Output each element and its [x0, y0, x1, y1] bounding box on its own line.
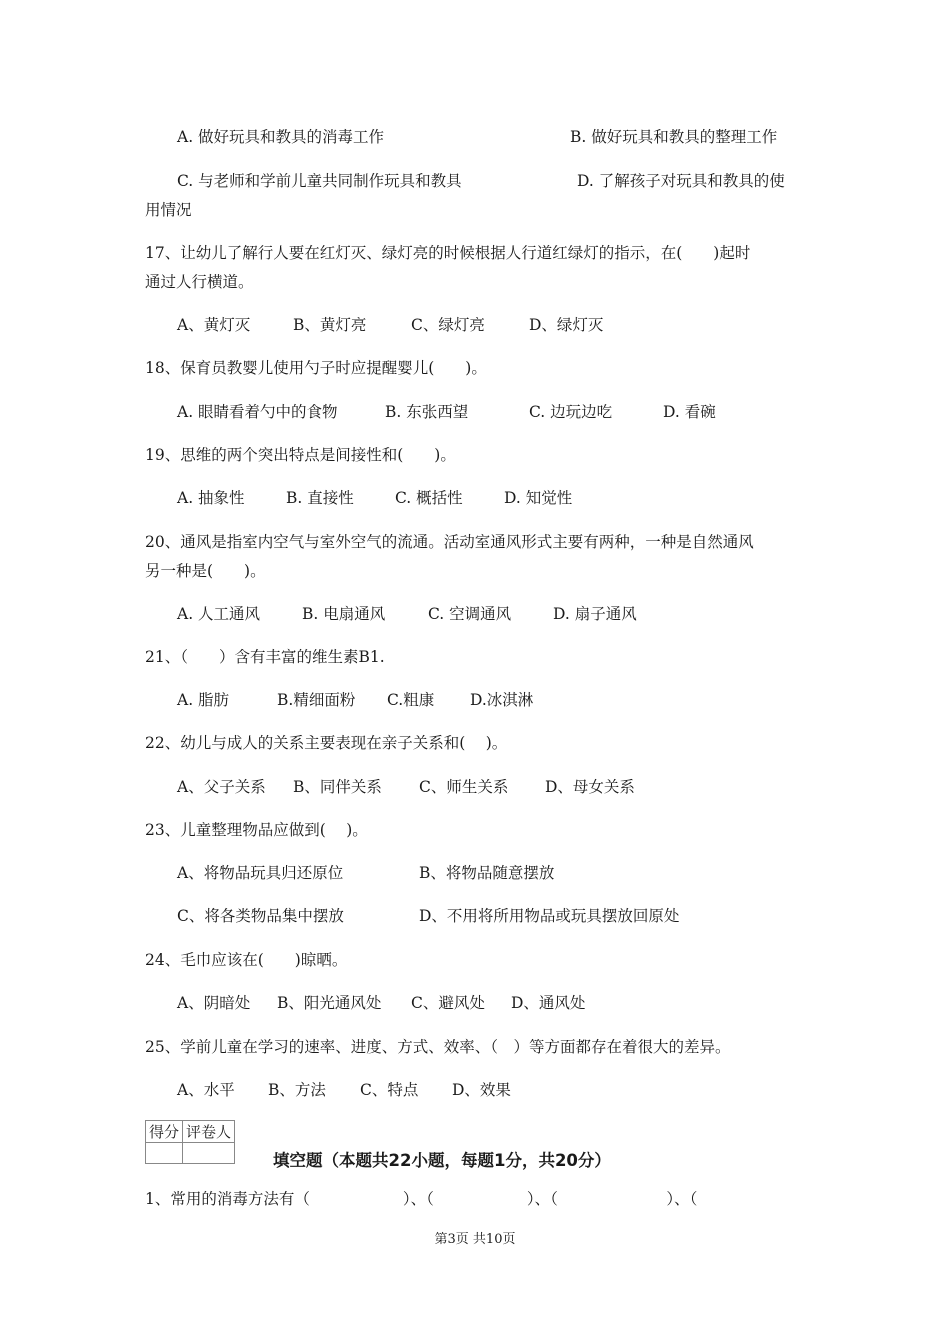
- q22-option-a: A、父子关系: [177, 778, 266, 796]
- question-24: 24、毛巾应该在( )晾晒。: [145, 951, 348, 969]
- q23-option-a: A、将物品玩具归还原位: [177, 864, 344, 882]
- question-21: 21、（ ）含有丰富的维生素B1.: [145, 648, 385, 666]
- q16-option-d-continued: 用情况: [145, 201, 192, 219]
- question-18: 18、保育员教婴儿使用勺子时应提醒婴儿( )。: [145, 359, 487, 377]
- q20-option-b: B. 电扇通风: [302, 605, 386, 623]
- question-23: 23、儿童整理物品应做到( )。: [145, 821, 368, 839]
- q23-option-d: D、不用将所用物品或玩具摆放回原处: [419, 907, 680, 925]
- q20-option-c: C. 空调通风: [428, 605, 512, 623]
- q16-option-a: A. 做好玩具和教具的消毒工作: [177, 128, 385, 146]
- q17-option-a: A、黄灯灭: [177, 316, 251, 334]
- q16-option-b: B. 做好玩具和教具的整理工作: [570, 128, 778, 146]
- q18-option-c: C. 边玩边吃: [529, 403, 613, 421]
- q20-option-a: A. 人工通风: [177, 605, 261, 623]
- q17-option-c: C、绿灯亮: [411, 316, 485, 334]
- q25-option-b: B、方法: [268, 1081, 326, 1099]
- question-17: 17、让幼儿了解行人要在红灯灭、绿灯亮的时候根据人行道红绿灯的指示，在( )起时: [145, 244, 751, 262]
- q16-option-c: C. 与老师和学前儿童共同制作玩具和教具: [177, 172, 462, 190]
- fill-question-1: 1、常用的消毒方法有（ ）、（ ）、（ ）、（: [145, 1190, 698, 1208]
- q22-option-d: D、母女关系: [545, 778, 635, 796]
- q24-option-b: B、阳光通风处: [277, 994, 382, 1012]
- q22-option-b: B、同伴关系: [293, 778, 382, 796]
- q20-option-d: D. 扇子通风: [553, 605, 637, 623]
- q24-option-a: A、阴暗处: [177, 994, 251, 1012]
- q24-option-c: C、避风处: [411, 994, 485, 1012]
- q18-option-d: D. 看碗: [663, 403, 716, 421]
- q16-option-d: D. 了解孩子对玩具和教具的使: [577, 172, 785, 190]
- q25-option-c: C、特点: [360, 1081, 419, 1099]
- score-label: 得分: [146, 1121, 183, 1143]
- q25-option-d: D、效果: [452, 1081, 511, 1099]
- q17-option-b: B、黄灯亮: [293, 316, 367, 334]
- score-box: [145, 1120, 235, 1164]
- q18-option-b: B. 东张西望: [385, 403, 469, 421]
- grader-label: 评卷人: [183, 1121, 235, 1143]
- q19-option-b: B. 直接性: [286, 489, 354, 507]
- q17-option-d: D、绿灯灭: [529, 316, 604, 334]
- q21-option-a: A. 脂肪: [177, 691, 230, 709]
- q21-option-b: B.精细面粉: [277, 691, 356, 709]
- score-cell: [146, 1143, 183, 1164]
- question-20: 20、通风是指室内空气与室外空气的流通。活动室通风形式主要有两种，一种是自然通风: [145, 533, 754, 551]
- q19-option-c: C. 概括性: [395, 489, 463, 507]
- q21-option-c: C.粗康: [387, 691, 435, 709]
- question-17-continued: 通过人行横道。: [145, 273, 254, 291]
- q21-option-d: D.冰淇淋: [470, 691, 534, 709]
- section-title: 填空题（本题共22小题，每题1分，共20分）: [273, 1151, 611, 1170]
- question-22: 22、幼儿与成人的关系主要表现在亲子关系和( )。: [145, 734, 508, 752]
- question-20-continued: 另一种是( )。: [145, 562, 266, 580]
- q25-option-a: A、水平: [177, 1081, 235, 1099]
- grader-cell: [183, 1143, 235, 1164]
- q18-option-a: A. 眼睛看着勺中的食物: [177, 403, 338, 421]
- q22-option-c: C、师生关系: [419, 778, 509, 796]
- q19-option-d: D. 知觉性: [504, 489, 573, 507]
- q23-option-c: C、将各类物品集中摆放: [177, 907, 344, 925]
- q24-option-d: D、通风处: [511, 994, 586, 1012]
- question-25: 25、学前儿童在学习的速率、进度、方式、效率、（ ）等方面都存在着很大的差异。: [145, 1038, 731, 1056]
- q23-option-b: B、将物品随意摆放: [419, 864, 555, 882]
- q19-option-a: A. 抽象性: [177, 489, 245, 507]
- page-footer: 第3页 共10页: [434, 1232, 516, 1247]
- question-19: 19、思维的两个突出特点是间接性和( )。: [145, 446, 456, 464]
